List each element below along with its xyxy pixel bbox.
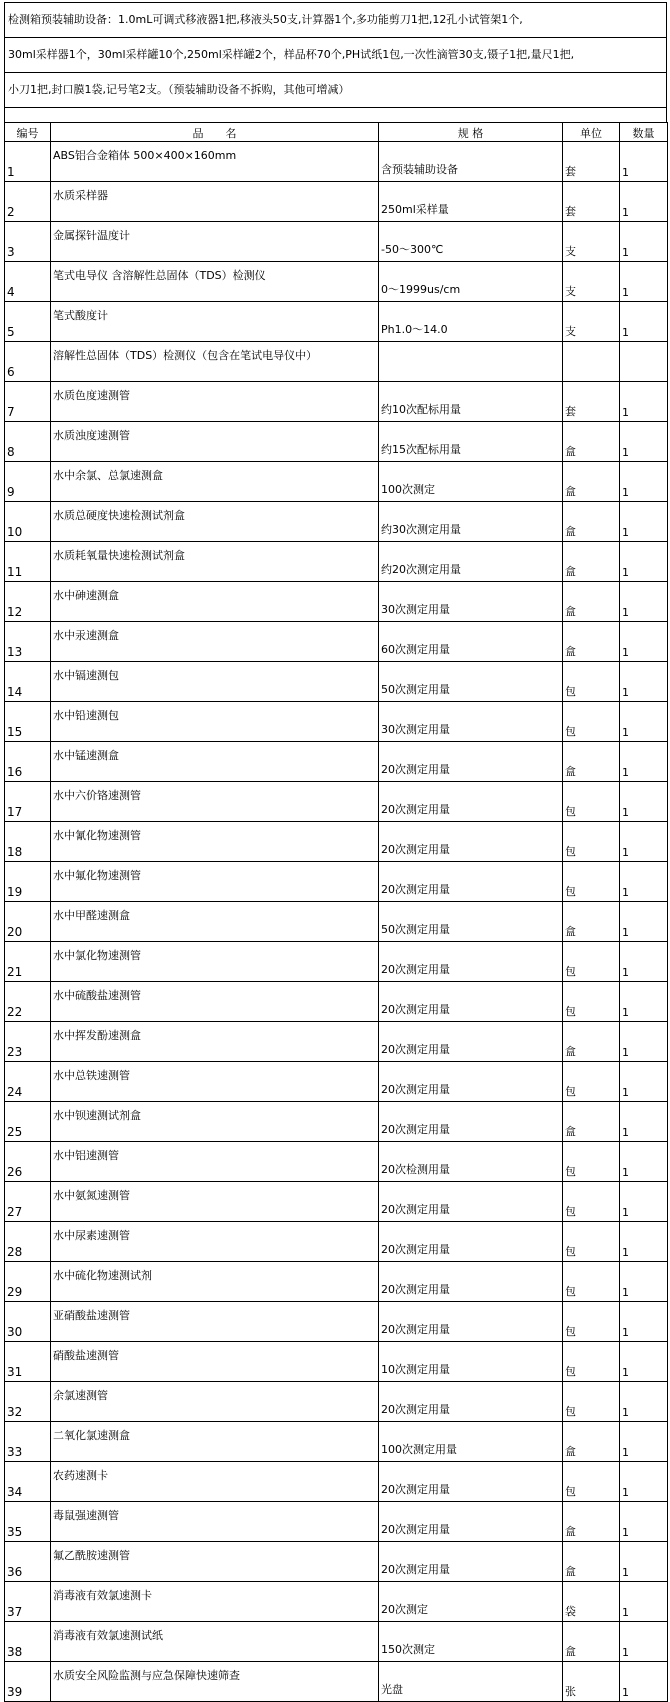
cell-spec: 20次测定用量 [379,1262,563,1302]
cell-unit: 包 [563,862,620,902]
cell-qty: 1 [620,142,668,182]
table-row [5,902,668,942]
cell-qty: 1 [620,982,668,1022]
cell-no: 11 [5,542,51,582]
cell-unit: 盒 [563,1502,620,1542]
cell-qty: 1 [620,1542,668,1582]
header-unit: 单位 [563,123,620,142]
cell-unit: 盒 [563,422,620,462]
cell-qty: 1 [620,1262,668,1302]
cell-qty: 1 [620,622,668,662]
cell-name: 金属探针温度计 [51,222,379,262]
table-row [5,1142,668,1182]
cell-unit: 盒 [563,1622,620,1662]
cell-spec: 20次测定用量 [379,862,563,902]
cell-name: 笔式酸度计 [51,302,379,342]
cell-unit: 盒 [563,622,620,662]
cell-name: 水中总铁速测管 [51,1062,379,1102]
cell-name: ABS铝合金箱体 500×400×160mm [51,142,379,182]
cell-name: 笔式电导仪 含溶解性总固体（TDS）检测仪 [51,262,379,302]
table-row [5,982,668,1022]
table-row [5,1542,668,1582]
cell-name: 水中锰速测盒 [51,742,379,782]
cell-no: 16 [5,742,51,782]
cell-unit: 包 [563,782,620,822]
cell-unit: 盒 [563,1022,620,1062]
cell-name: 水中氯化物速测管 [51,942,379,982]
cell-qty: 1 [620,382,668,422]
table-header-row [5,123,668,142]
cell-spec: 50次测定用量 [379,902,563,942]
cell-no: 6 [5,342,51,382]
cell-spec: 50次测定用量 [379,662,563,702]
cell-spec: 30次测定用量 [379,582,563,622]
cell-unit: 包 [563,1062,620,1102]
cell-unit: 包 [563,1222,620,1262]
cell-spec: 20次测定用量 [379,822,563,862]
cell-spec: 0～1999us/cm [379,262,563,302]
cell-name: 水质耗氧量快速检测试剂盒 [51,542,379,582]
cell-no: 27 [5,1182,51,1222]
cell-unit: 盒 [563,902,620,942]
table-row [5,462,668,502]
cell-qty: 1 [620,1062,668,1102]
table-row [5,382,668,422]
cell-name: 二氧化氯速测盒 [51,1422,379,1462]
cell-qty: 1 [620,1102,668,1142]
cell-name: 水中氰化物速测管 [51,822,379,862]
cell-spec: 光盘 [379,1662,563,1702]
cell-spec: 约30次测定用量 [379,502,563,542]
cell-qty: 1 [620,1662,668,1702]
header-no: 编号 [5,123,51,142]
cell-spec: 20次测定用量 [379,782,563,822]
table-row [5,1222,668,1262]
cell-qty: 1 [620,1382,668,1422]
cell-spec: -50～300℃ [379,222,563,262]
cell-qty: 1 [620,462,668,502]
cell-spec: 150次测定 [379,1622,563,1662]
cell-unit: 盒 [563,1102,620,1142]
cell-name: 水中甲醛速测盒 [51,902,379,942]
cell-spec: 20次测定用量 [379,1222,563,1262]
cell-spec: 100次测定用量 [379,1422,563,1462]
cell-qty: 1 [620,502,668,542]
cell-no: 8 [5,422,51,462]
cell-no: 2 [5,182,51,222]
table-row [5,862,668,902]
cell-qty: 1 [620,542,668,582]
table-row [5,702,668,742]
cell-unit: 包 [563,942,620,982]
cell-name: 水中镉速测包 [51,662,379,702]
cell-unit [563,342,620,382]
cell-qty: 1 [620,1462,668,1502]
cell-name: 硝酸盐速测管 [51,1342,379,1382]
cell-qty: 1 [620,222,668,262]
cell-unit: 包 [563,1142,620,1182]
cell-unit: 包 [563,1262,620,1302]
cell-unit: 套 [563,382,620,422]
cell-no: 26 [5,1142,51,1182]
cell-no: 13 [5,622,51,662]
table-row [5,182,668,222]
table-row [5,342,668,382]
table-row [5,622,668,662]
cell-qty: 1 [620,662,668,702]
cell-no: 5 [5,302,51,342]
cell-name: 水质采样器 [51,182,379,222]
cell-spec: 20次测定用量 [379,1462,563,1502]
cell-unit: 包 [563,1462,620,1502]
cell-spec: 20次测定用量 [379,1302,563,1342]
cell-no: 7 [5,382,51,422]
cell-qty: 1 [620,942,668,982]
table-row [5,582,668,622]
cell-no: 35 [5,1502,51,1542]
cell-no: 33 [5,1422,51,1462]
cell-no: 19 [5,862,51,902]
cell-no: 37 [5,1582,51,1622]
cell-spec: 20次测定用量 [379,742,563,782]
cell-spec: 10次测定用量 [379,1342,563,1382]
cell-no: 20 [5,902,51,942]
cell-name: 水中挥发酚速测盒 [51,1022,379,1062]
table-row [5,1462,668,1502]
cell-unit: 包 [563,1382,620,1422]
table-body [5,142,668,1702]
cell-unit: 袋 [563,1582,620,1622]
cell-name: 毒鼠强速测管 [51,1502,379,1542]
cell-unit: 包 [563,1302,620,1342]
cell-unit: 盒 [563,742,620,782]
table-row [5,422,668,462]
cell-spec: 20次测定用量 [379,942,563,982]
cell-spec: 约20次测定用量 [379,542,563,582]
cell-unit: 盒 [563,1542,620,1582]
cell-no: 30 [5,1302,51,1342]
cell-spec: 20次测定用量 [379,1022,563,1062]
cell-no: 25 [5,1102,51,1142]
cell-unit: 包 [563,822,620,862]
intro-line-3: 小刀1把,封口膜1袋,记号笔2支。（预装辅助设备不拆购，其他可增减） [5,73,666,108]
cell-name: 水中砷速测盒 [51,582,379,622]
cell-spec: 含预装辅助设备 [379,142,563,182]
cell-spec: 约15次配标用量 [379,422,563,462]
cell-no: 29 [5,1262,51,1302]
cell-qty: 1 [620,822,668,862]
cell-unit: 支 [563,262,620,302]
cell-no: 28 [5,1222,51,1262]
cell-name: 水中硫化物速测试剂 [51,1262,379,1302]
table-row [5,742,668,782]
cell-qty: 1 [620,782,668,822]
cell-unit: 盒 [563,542,620,582]
cell-unit: 包 [563,982,620,1022]
cell-qty: 1 [620,582,668,622]
cell-spec: 约10次配标用量 [379,382,563,422]
cell-qty: 1 [620,1422,668,1462]
cell-qty: 1 [620,1342,668,1382]
table-row [5,1022,668,1062]
cell-name: 水质安全风险监测与应急保障快速筛查 [51,1662,379,1702]
cell-spec: 60次测定用量 [379,622,563,662]
cell-unit: 包 [563,1182,620,1222]
cell-qty: 1 [620,1222,668,1262]
cell-qty: 1 [620,1582,668,1622]
table-row [5,1062,668,1102]
table-row [5,1262,668,1302]
cell-no: 21 [5,942,51,982]
cell-unit: 张 [563,1662,620,1702]
document-sheet [4,2,667,1702]
cell-spec: 250ml采样量 [379,182,563,222]
cell-qty: 1 [620,302,668,342]
table-row [5,142,668,182]
table-row [5,302,668,342]
cell-spec: 30次测定用量 [379,702,563,742]
cell-no: 31 [5,1342,51,1382]
cell-name: 水中硫酸盐速测管 [51,982,379,1022]
cell-no: 23 [5,1022,51,1062]
cell-no: 36 [5,1542,51,1582]
cell-spec: 20次测定用量 [379,1182,563,1222]
cell-name: 水质浊度速测管 [51,422,379,462]
table-row [5,1502,668,1542]
cell-qty: 1 [620,422,668,462]
intro-line-1: 检测箱预装辅助设备：1.0mL可调式移液器1把,移液头50支,计算器1个,多功能剪刀1把,12孔小试管架1个, [5,3,666,38]
cell-spec: 20次测定用量 [379,1062,563,1102]
cell-name: 水中余氯、总氯速测盒 [51,462,379,502]
cell-name: 水中铅速测包 [51,702,379,742]
table-row [5,1182,668,1222]
intro-block [4,2,667,108]
cell-qty: 1 [620,1622,668,1662]
cell-no: 9 [5,462,51,502]
table-row [5,542,668,582]
cell-qty: 1 [620,1182,668,1222]
intro-line-2: 30ml采样器1个，30ml采样罐10个,250ml采样罐2个，样品杯70个,PH试纸1包,一次性滴管30支,镊子1把,量尺1把, [5,38,666,73]
table-row [5,1102,668,1142]
cell-spec: 20次测定用量 [379,982,563,1022]
table-row [5,1342,668,1382]
cell-name: 水中钡速测试剂盒 [51,1102,379,1142]
cell-no: 4 [5,262,51,302]
cell-spec: 20次测定 [379,1582,563,1622]
cell-qty: 1 [620,1302,668,1342]
cell-spec: 20次测定用量 [379,1382,563,1422]
cell-no: 22 [5,982,51,1022]
cell-spec: 20次测定用量 [379,1102,563,1142]
table-row [5,942,668,982]
cell-spec: 20次测定用量 [379,1542,563,1582]
cell-no: 1 [5,142,51,182]
cell-unit: 支 [563,302,620,342]
cell-name: 消毒液有效氯速测卡 [51,1582,379,1622]
cell-name: 水质总硬度快速检测试剂盒 [51,502,379,542]
cell-no: 39 [5,1662,51,1702]
table-row [5,1382,668,1422]
cell-name: 水中汞速测盒 [51,622,379,662]
cell-no: 10 [5,502,51,542]
cell-no: 32 [5,1382,51,1422]
cell-name: 水中氟化物速测管 [51,862,379,902]
cell-unit: 盒 [563,582,620,622]
cell-unit: 包 [563,1342,620,1382]
table-row [5,222,668,262]
cell-unit: 套 [563,182,620,222]
cell-no: 15 [5,702,51,742]
cell-name: 水中氨氮速测管 [51,1182,379,1222]
cell-spec: Ph1.0～14.0 [379,302,563,342]
cell-spec [379,342,563,382]
cell-name: 亚硝酸盐速测管 [51,1302,379,1342]
header-name: 品 名 [51,123,379,142]
cell-qty: 1 [620,1022,668,1062]
cell-unit: 盒 [563,462,620,502]
spacer [4,108,667,122]
cell-qty: 1 [620,262,668,302]
cell-no: 12 [5,582,51,622]
cell-name: 氟乙酰胺速测管 [51,1542,379,1582]
table-row [5,502,668,542]
header-qty: 数量 [620,123,668,142]
cell-name: 溶解性总固体（TDS）检测仪（包含在笔试电导仪中） [51,342,379,382]
cell-no: 18 [5,822,51,862]
cell-no: 34 [5,1462,51,1502]
table-row [5,1622,668,1662]
equipment-table [4,122,668,1702]
cell-unit: 套 [563,142,620,182]
cell-qty: 1 [620,1502,668,1542]
header-spec: 规 格 [379,123,563,142]
cell-qty: 1 [620,1142,668,1182]
cell-qty [620,342,668,382]
cell-unit: 盒 [563,502,620,542]
cell-qty: 1 [620,702,668,742]
cell-unit: 包 [563,702,620,742]
cell-qty: 1 [620,742,668,782]
table-row [5,782,668,822]
cell-qty: 1 [620,182,668,222]
cell-name: 余氯速测管 [51,1382,379,1422]
cell-no: 38 [5,1622,51,1662]
cell-spec: 20次测定用量 [379,1502,563,1542]
cell-no: 17 [5,782,51,822]
cell-name: 农药速测卡 [51,1462,379,1502]
table-row [5,1422,668,1462]
cell-name: 水中六价铬速测管 [51,782,379,822]
cell-unit: 支 [563,222,620,262]
table-row [5,1582,668,1622]
cell-spec: 20次检测用量 [379,1142,563,1182]
cell-name: 水中铝速测管 [51,1142,379,1182]
cell-no: 14 [5,662,51,702]
cell-name: 水中尿素速测管 [51,1222,379,1262]
cell-name: 消毒液有效氯速测试纸 [51,1622,379,1662]
cell-qty: 1 [620,862,668,902]
cell-qty: 1 [620,902,668,942]
table-row [5,262,668,302]
cell-unit: 盒 [563,1422,620,1462]
cell-unit: 包 [563,662,620,702]
table-row [5,662,668,702]
table-row [5,822,668,862]
cell-spec: 100次测定 [379,462,563,502]
table-row [5,1662,668,1702]
cell-no: 24 [5,1062,51,1102]
cell-name: 水质色度速测管 [51,382,379,422]
cell-no: 3 [5,222,51,262]
table-row [5,1302,668,1342]
